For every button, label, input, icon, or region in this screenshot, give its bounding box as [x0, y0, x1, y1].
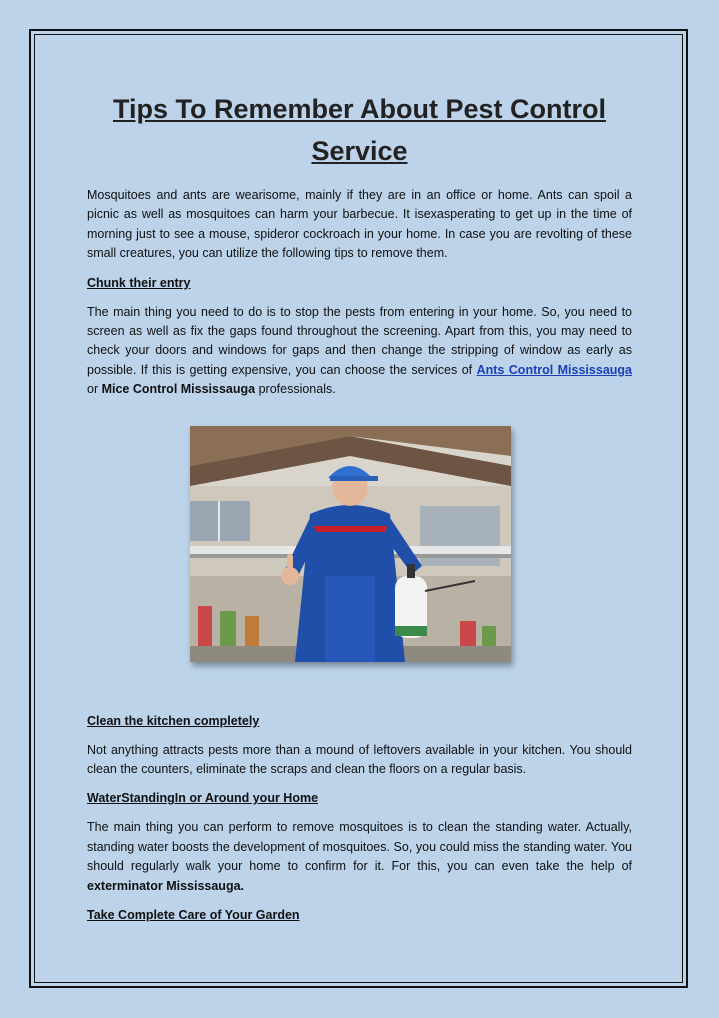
paragraph-chunk-their-entry — [87, 303, 632, 400]
photo-container — [87, 410, 632, 712]
paragraph-text: The main thing you can perform to remove mosquitoes is to clean the standing water. Actually, standing water boosts the development of mosquitoes. So, you could miss the standing water. You should regularly walk your home to confirm for it. For this, you can even take the help of — [87, 820, 632, 874]
ants-control-link[interactable]: Ants Control Mississauga — [476, 362, 632, 377]
worker-illustration — [190, 426, 511, 662]
intro-paragraph: Mosquitoes and ants are wearisome, mainly if they are in an office or home. Ants can spoil a picnic as well as mosquitoes can harm your barbecue. It isexasperating to get up in the time of morning just to see a mouse, spideror cockroach in your home. In case you are revolting of these small creatures, you can utilize the following tips to remove them. — [87, 188, 632, 261]
heading-standing-water: WaterStandingIn or Around your Home — [87, 791, 319, 806]
paragraph-text: The main thing you need to do is to stop the pests from entering in your home. So, you need to screen as well as fix the gaps found throughout the screening. Apart from this, you may need to check your doors and windows for gaps and then change the stripping of window as early as possible. If this is getting expensive, you can choose the services of — [87, 304, 632, 377]
heading-garden: Take Complete Care of Your Garden — [87, 908, 300, 923]
document-title: Tips To Remember About Pest Control Service — [112, 94, 607, 166]
paragraph-text: or — [87, 382, 102, 397]
exterminator-bold: exterminator Mississauga. — [87, 878, 245, 893]
paragraph-clean-kitchen: Not anything attracts pests more than a mound of leftovers available in your kitchen. You should clean the counters, eliminate the scraps and clean the floors on a regular basis. — [87, 742, 632, 777]
heading-chunk-their-entry: Chunk their entry — [87, 275, 191, 290]
paragraph-standing-water — [87, 818, 632, 896]
mice-control-bold: Mice Control Mississauga — [101, 382, 256, 397]
heading-clean-kitchen: Clean the kitchen completely — [87, 713, 260, 728]
pest-control-worker-photo — [190, 426, 511, 662]
document-body — [87, 88, 632, 935]
paragraph-text: professionals. — [255, 382, 336, 397]
